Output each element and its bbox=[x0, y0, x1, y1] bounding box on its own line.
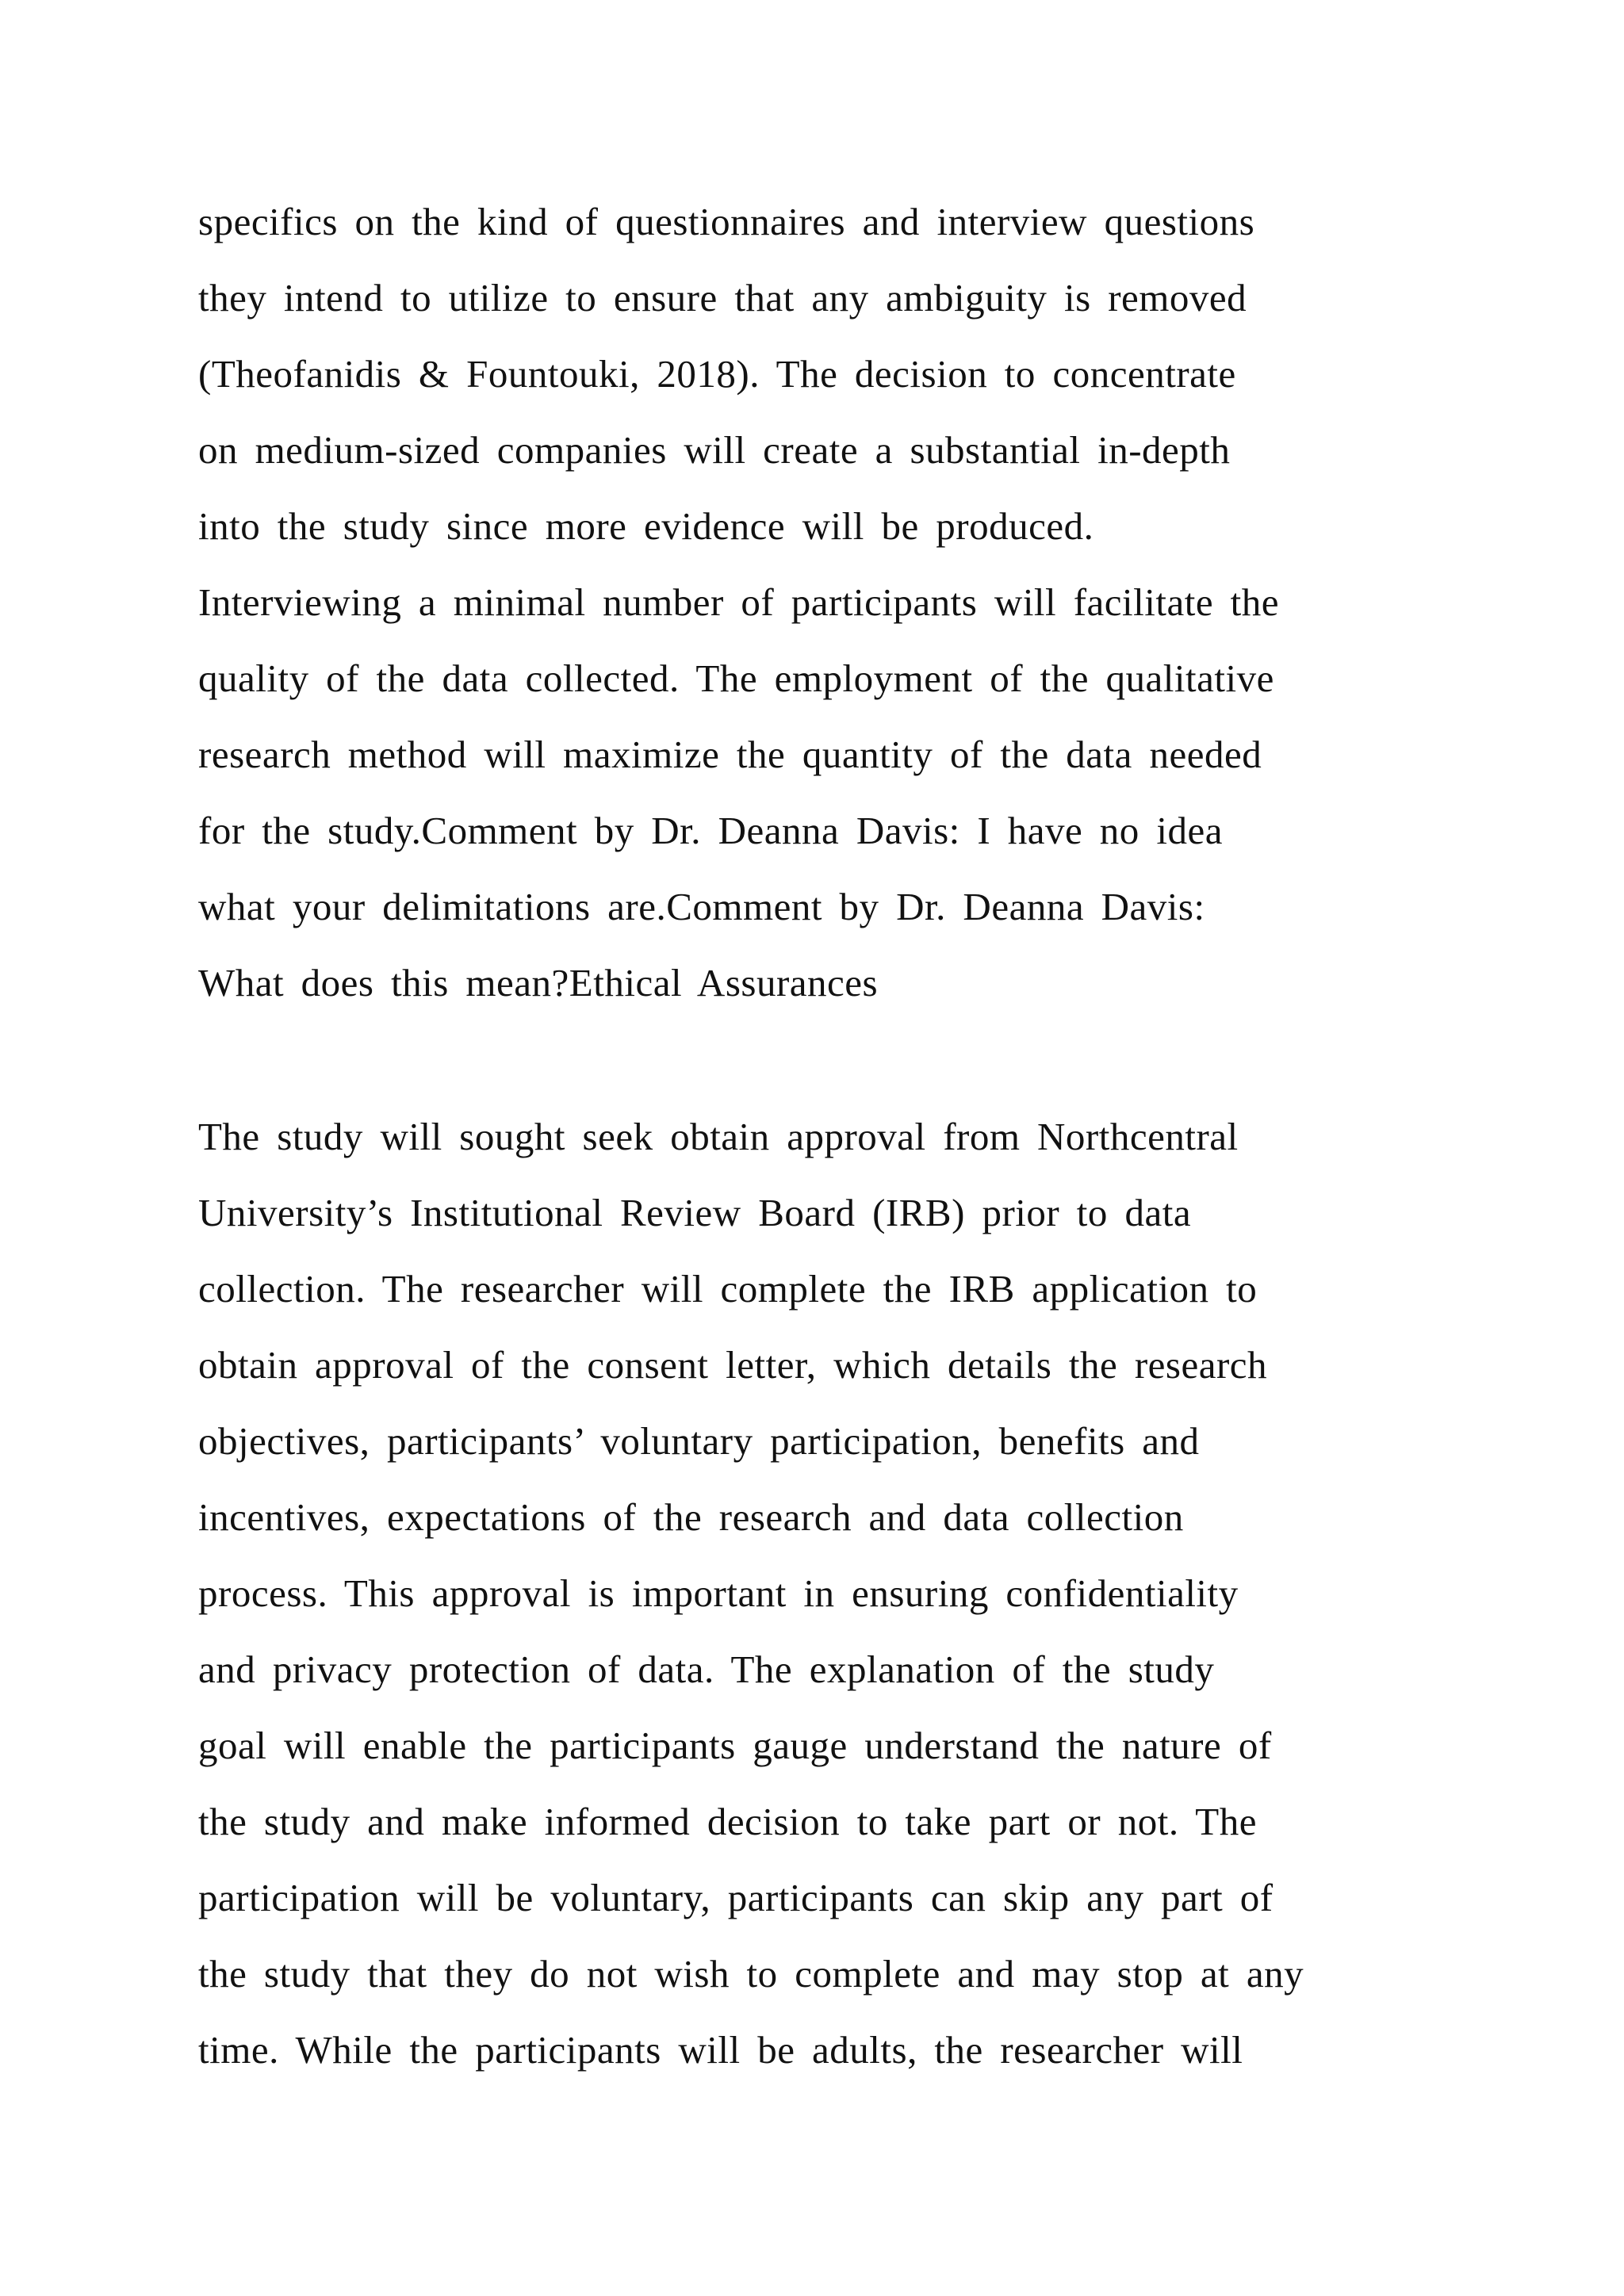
text-line: Interviewing a minimal number of participants will facilitate the bbox=[198, 580, 1280, 624]
text-line: process. This approval is important in ensuring confidentiality bbox=[198, 1571, 1239, 1615]
text-line: incentives, expectations of the research and data collection bbox=[198, 1495, 1184, 1539]
text-line: goal will enable the participants gauge understand the nature of bbox=[198, 1724, 1272, 1767]
text-line: time. While the participants will be adults, the researcher will bbox=[198, 2028, 1243, 2072]
text-line: the study that they do not wish to complete and may stop at any bbox=[198, 1952, 1304, 1996]
text-line: quality of the data collected. The employment of the qualitative bbox=[198, 656, 1274, 700]
text-line: The study will sought seek obtain approval from Northcentral bbox=[198, 1115, 1239, 1158]
text-line: collection. The researcher will complete the IRB application to bbox=[198, 1267, 1258, 1311]
text-line: specifics on the kind of questionnaires and interview questions bbox=[198, 200, 1255, 243]
text-line: on medium-sized companies will create a substantial in-depth bbox=[198, 428, 1231, 472]
text-line: into the study since more evidence will be produced. bbox=[198, 504, 1094, 548]
text-line: obtain approval of the consent letter, which details the research bbox=[198, 1343, 1268, 1387]
paragraph-ethical-assurances bbox=[198, 1099, 1451, 2088]
text-line: (Theofanidis & Fountouki, 2018). The decision to concentrate bbox=[198, 352, 1236, 396]
text-line: the study and make informed decision to take part or not. The bbox=[198, 1800, 1257, 1843]
paragraph-delimitations bbox=[198, 184, 1451, 1021]
text-line: research method will maximize the quantity of the data needed bbox=[198, 733, 1262, 776]
text-line: objectives, participants’ voluntary participation, benefits and bbox=[198, 1419, 1200, 1463]
text-line: University’s Institutional Review Board (IRB) prior to data bbox=[198, 1191, 1192, 1234]
text-line: participation will be voluntary, participants can skip any part of bbox=[198, 1876, 1274, 1919]
text-line: and privacy protection of data. The explanation of the study bbox=[198, 1647, 1215, 1691]
text-line: what your delimitations are.Comment by Dr. Deanna Davis: bbox=[198, 885, 1205, 928]
text-line: they intend to utilize to ensure that any ambiguity is removed bbox=[198, 276, 1247, 320]
text-line: What does this mean?Ethical Assurances bbox=[198, 961, 879, 1004]
text-line: for the study.Comment by Dr. Deanna Davis: I have no idea bbox=[198, 809, 1223, 852]
